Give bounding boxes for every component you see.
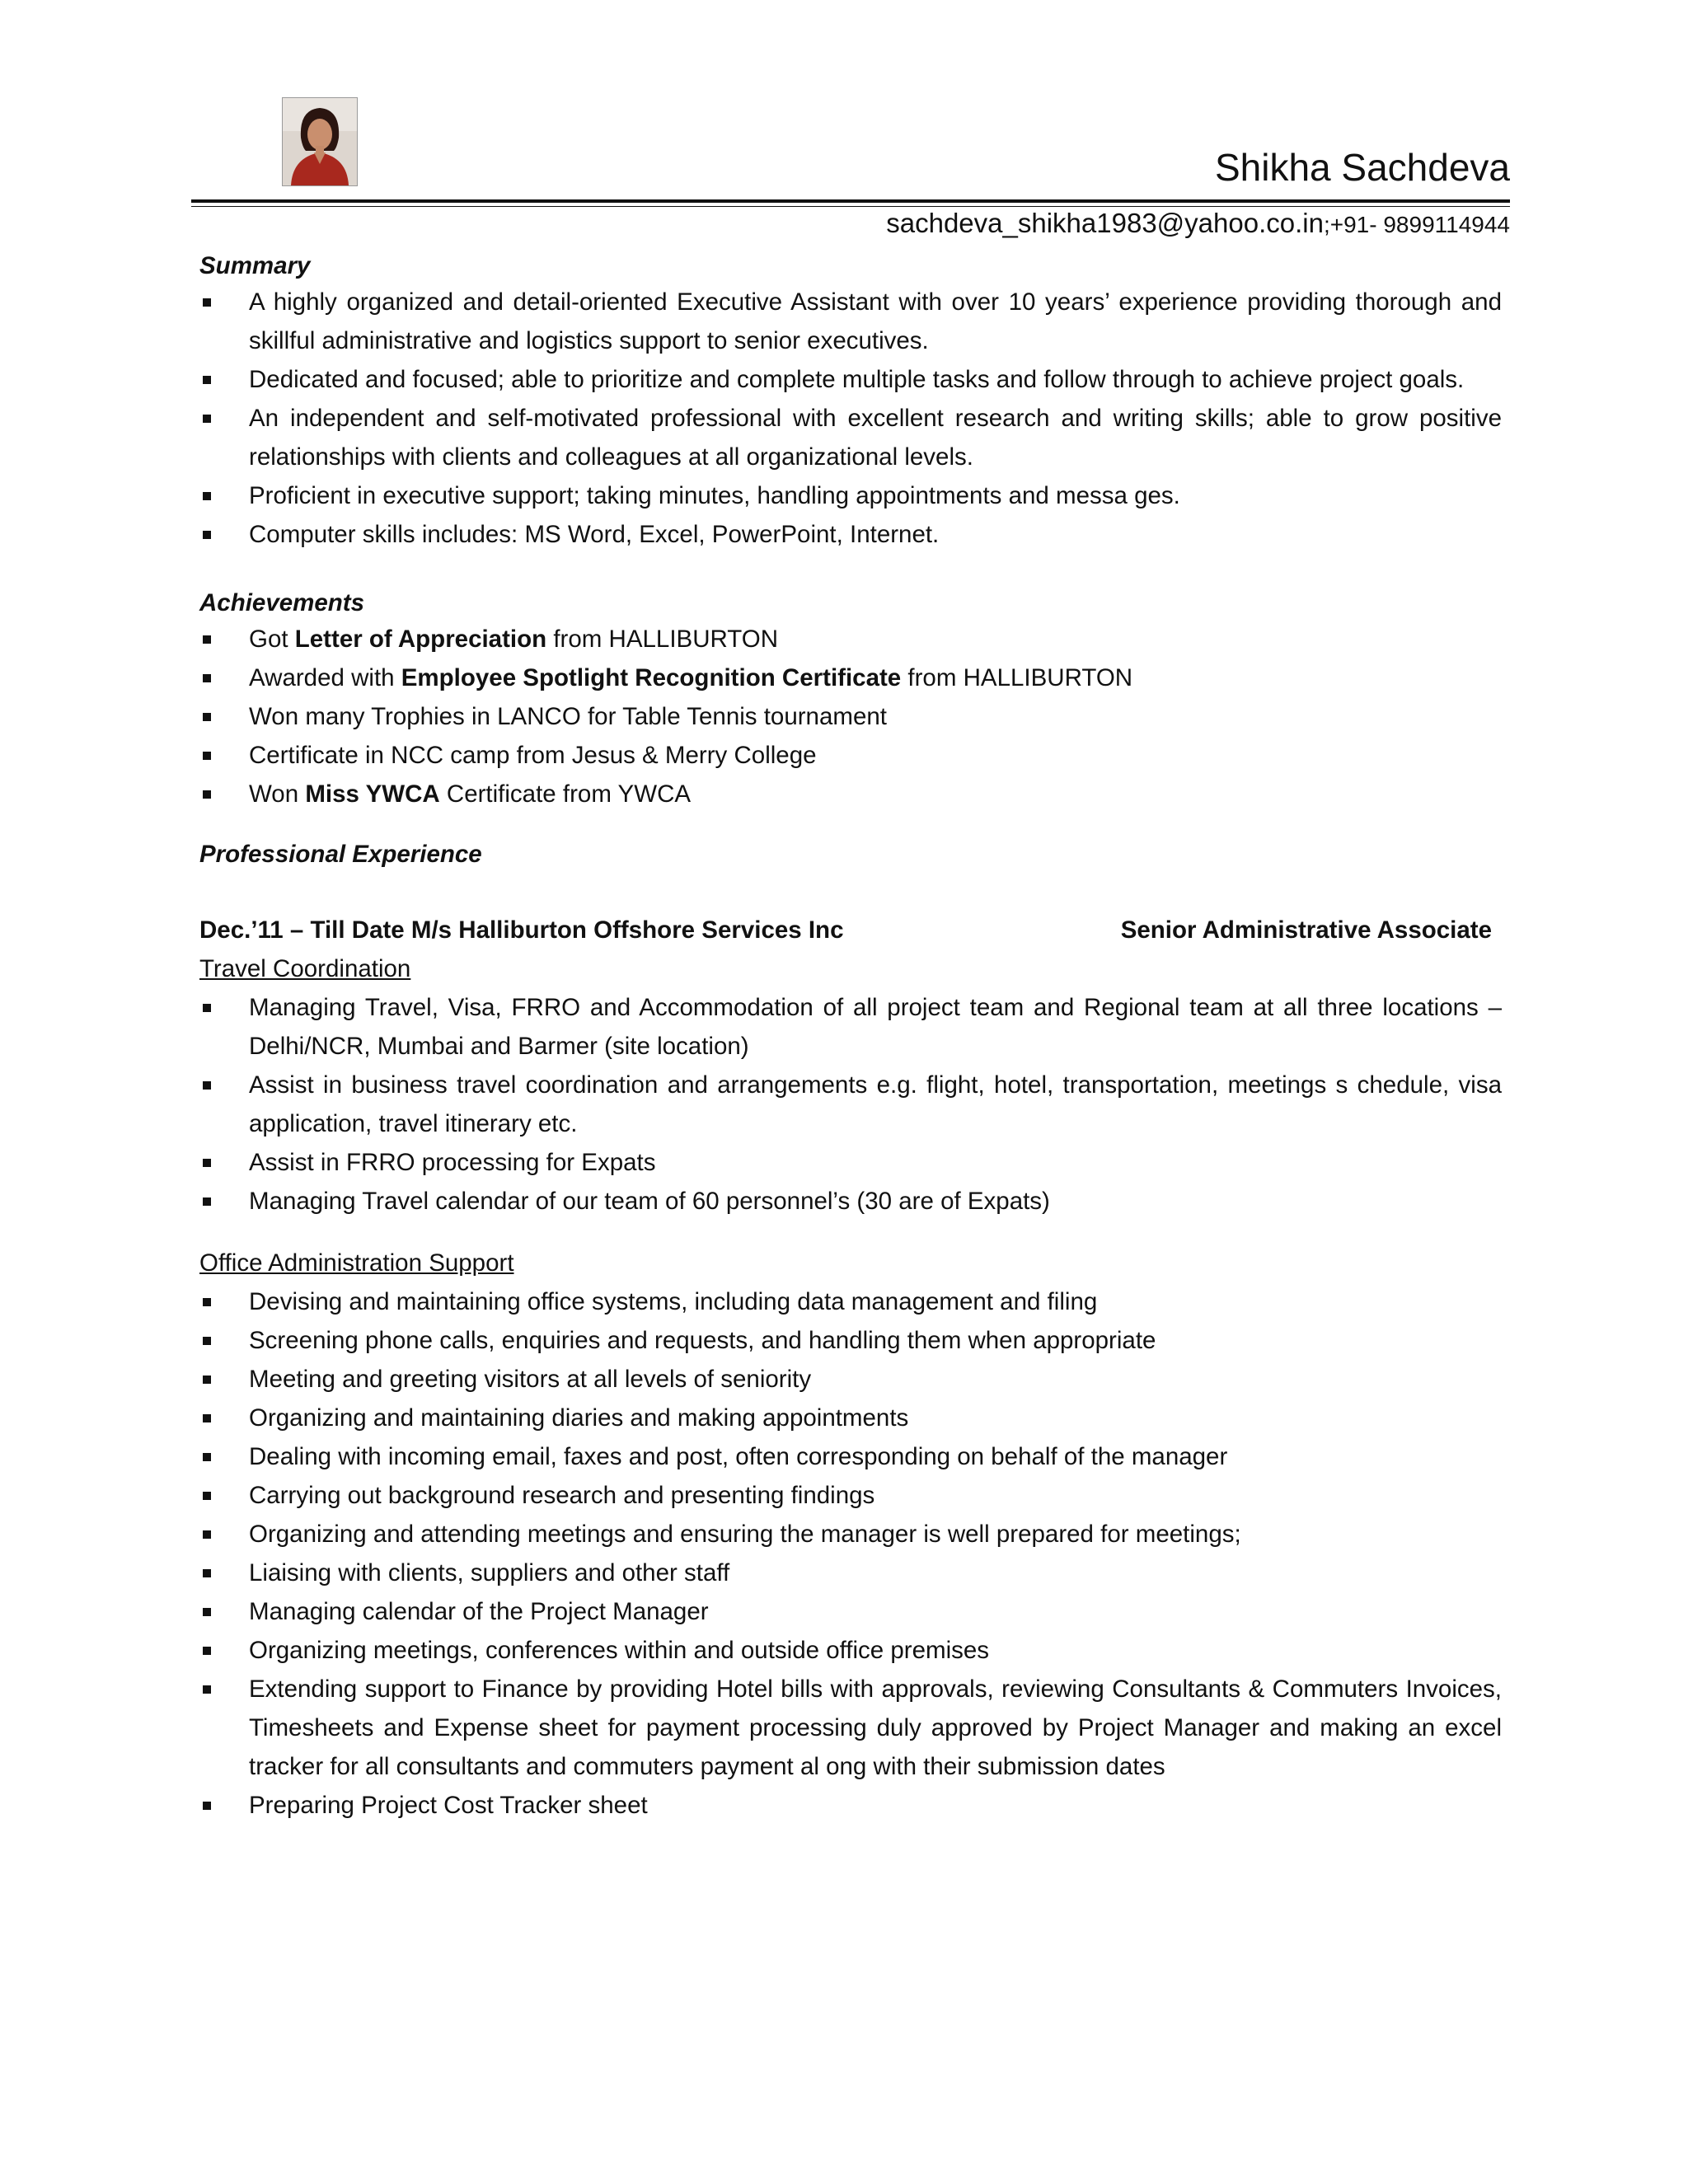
office-item: Extending support to Finance by providing Hotel bills with approvals, reviewing Consultants & Commuters Invoices, Timesheets and Expense sheet for payment processing duly approved by Project Manager and making an excel tracker for all consultants and commuters payment al ong with their submission dates [199,1670,1502,1786]
travel-item: Assist in FRRO processing for Expats [199,1143,1502,1182]
job-header [199,911,1502,949]
achievement-item: Won many Trophies in LANCO for Table Tennis tournament [199,697,1502,736]
office-item: Screening phone calls, enquiries and requests, and handling them when appropriate [199,1321,1502,1360]
header-rule-thin [191,206,1510,207]
office-list [199,1282,1502,1825]
office-item: Liaising with clients, suppliers and other staff [199,1554,1502,1592]
summary-item: A highly organized and detail-oriented Executive Assistant with over 10 years’ experience providing thorough and skillful administrative and logistics support to senior executives. [199,283,1502,360]
achievement-item: Certificate in NCC camp from Jesus & Merry College [199,736,1502,775]
email-link[interactable]: sachdeva_shikha1983@yahoo.co.in [886,208,1324,238]
office-item: Organizing and attending meetings and ensuring the manager is well prepared for meetings; [199,1515,1502,1554]
job-period-company: Dec.’11 – Till Date M/s Halliburton Offshore Services Inc [199,916,844,944]
travel-item: Managing Travel calendar of our team of 60 personnel’s (30 are of Expats) [199,1182,1502,1221]
candidate-name: Shikha Sachdeva [1214,146,1510,189]
office-item: Managing calendar of the Project Manager [199,1592,1502,1631]
summary-heading: Summary [199,252,311,279]
travel-item: Managing Travel, Visa, FRRO and Accommodation of all project team and Regional team at all three locations – Delhi/NCR, Mumbai and Barmer (site location) [199,988,1502,1066]
office-item: Dealing with incoming email, faxes and post, often corresponding on behalf of the manager [199,1437,1502,1476]
summary-item: Computer skills includes: MS Word, Excel, PowerPoint, Internet. [199,515,1502,554]
achievements-heading: Achievements [199,589,365,616]
summary-item: An independent and self-motivated professional with excellent research and writing skills; able to grow positive relationships with clients and colleagues at all organizational levels. [199,399,1502,476]
office-item: Organizing meetings, conferences within and outside office premises [199,1631,1502,1670]
summary-list [199,283,1502,554]
achievement-item: Got Letter of Appreciation from HALLIBURTON [199,620,1502,658]
travel-list [199,988,1502,1221]
summary-item: Dedicated and focused; able to prioritize and complete multiple tasks and follow through to achieve project goals. [199,360,1502,399]
travel-coordination-heading: Travel Coordination [199,955,411,982]
header-rule-thick [191,199,1510,203]
resume-content [199,250,1502,1825]
job-role: Senior Administrative Associate [1120,916,1492,944]
travel-item: Assist in business travel coordination and arrangements e.g. flight, hotel, transportation, meetings s chedule, visa application, travel itinerary etc. [199,1066,1502,1143]
office-item: Carrying out background research and presenting findings [199,1476,1502,1515]
office-item: Devising and maintaining office systems, including data management and filing [199,1282,1502,1321]
summary-item: Proficient in executive support; taking minutes, handling appointments and messa ges. [199,476,1502,515]
office-item: Preparing Project Cost Tracker sheet [199,1786,1502,1825]
person-photo-icon [282,97,358,186]
achievement-item: Awarded with Employee Spotlight Recognition Certificate from HALLIBURTON [199,658,1502,697]
contact-line [886,208,1510,239]
achievement-item: Won Miss YWCA Certificate from YWCA [199,775,1502,813]
office-item: Organizing and maintaining diaries and making appointments [199,1399,1502,1437]
office-item: Meeting and greeting visitors at all levels of seniority [199,1360,1502,1399]
office-admin-heading: Office Administration Support [199,1249,514,1277]
experience-heading: Professional Experience [199,841,482,868]
contact-separator: ; [1323,212,1330,237]
achievements-list [199,620,1502,813]
phone-number: +91- 9899114944 [1329,212,1510,237]
